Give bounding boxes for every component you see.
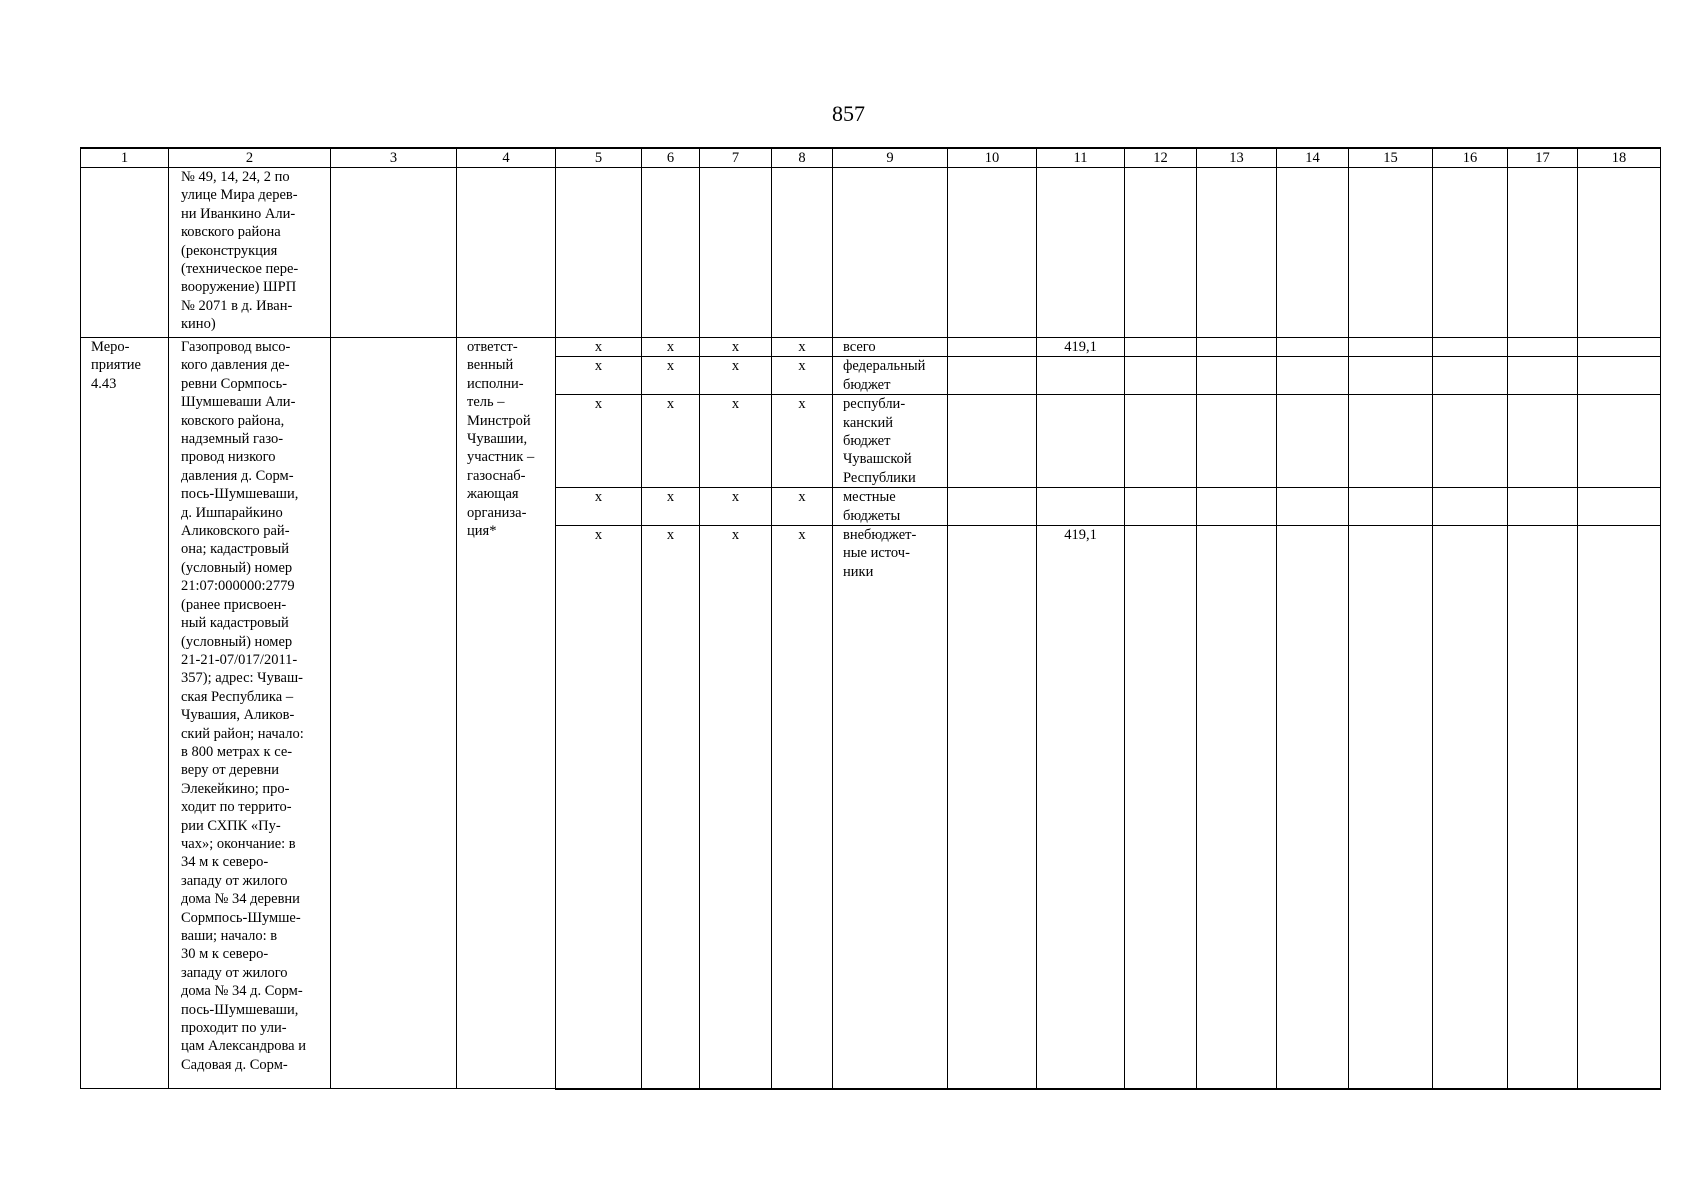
measure-object-line: ревни Сормпось- <box>181 375 288 392</box>
code-cell-c8: x <box>772 338 833 357</box>
value-col16 <box>1433 395 1508 488</box>
code-cell-c6: x <box>642 395 700 488</box>
measure-object-line: 357); адрес: Чуваш- <box>181 670 303 687</box>
cont-col8 <box>772 168 833 338</box>
measure-object-line: Чувашия, Аликов- <box>181 707 295 724</box>
column-header-5: 5 <box>556 148 642 168</box>
value-col17 <box>1508 338 1578 357</box>
value-col18 <box>1578 526 1661 1089</box>
value-col12 <box>1125 395 1197 488</box>
column-header-2: 2 <box>169 148 331 168</box>
value-col11 <box>1037 357 1125 395</box>
code-cell-c5: x <box>556 338 642 357</box>
column-header-1: 1 <box>81 148 169 168</box>
value-col15 <box>1349 526 1433 1089</box>
measure-object-line: кого давления де- <box>181 357 290 374</box>
value-col15 <box>1349 338 1433 357</box>
cont-col4 <box>457 168 556 338</box>
cont-object-line: (техническое пере- <box>181 261 299 278</box>
measure-object-line: ский район; начало: <box>181 725 304 742</box>
value-col12 <box>1125 338 1197 357</box>
cont-object-line: кино) <box>181 316 216 333</box>
column-header-13: 13 <box>1197 148 1277 168</box>
code-cell-c6: x <box>642 488 700 526</box>
funding-source-line: республи- <box>843 396 906 413</box>
page-number: 857 <box>832 101 865 126</box>
column-header-8: 8 <box>772 148 833 168</box>
budget-table <box>80 147 1661 1090</box>
value-col18 <box>1578 357 1661 395</box>
value-col14 <box>1277 395 1349 488</box>
cont-object-line: вооружение) ШРП <box>181 279 297 296</box>
funding-source-line: федеральный <box>843 358 926 375</box>
value-col10 <box>948 338 1037 357</box>
code-cell-c7: x <box>700 357 772 395</box>
measure-object-line: 34 м к северо- <box>181 854 269 871</box>
column-header-3: 3 <box>331 148 457 168</box>
code-cell-c8: x <box>772 395 833 488</box>
value-col13 <box>1197 526 1277 1089</box>
measure-object-line: в 800 метрах к се- <box>181 743 293 760</box>
value-col16 <box>1433 526 1508 1089</box>
funding-source-line: ные источ- <box>843 545 910 562</box>
value-col10 <box>948 395 1037 488</box>
measure-object-line: Газопровод высо- <box>181 339 291 355</box>
cont-col18 <box>1578 168 1661 338</box>
measure-object-line: цам Александрова и <box>181 1038 306 1055</box>
responsible-executor-line: участник – <box>467 449 535 466</box>
value-col11: 419,1 <box>1037 526 1125 1089</box>
cont-object-line: № 2071 в д. Иван- <box>181 297 293 314</box>
value-col13 <box>1197 338 1277 357</box>
measure-object-line: веру от деревни <box>181 762 280 779</box>
value-col12 <box>1125 526 1197 1089</box>
value-col11: 419,1 <box>1037 338 1125 357</box>
measure-object-line: давления д. Сорм- <box>181 467 294 484</box>
funding-source-line: ники <box>843 563 874 580</box>
cont-col1 <box>81 168 169 338</box>
value-col16 <box>1433 357 1508 395</box>
column-header-4: 4 <box>457 148 556 168</box>
column-header-15: 15 <box>1349 148 1433 168</box>
measure-object-line: чах»; окончание: в <box>181 835 296 852</box>
value-col14 <box>1277 526 1349 1089</box>
responsible-executor-line: исполни- <box>467 375 524 392</box>
measure-object-line: Сормпось-Шумше- <box>181 909 301 926</box>
funding-source-line: бюджет <box>843 376 891 393</box>
measure-id-line: приятие <box>91 357 141 374</box>
cont-col7 <box>700 168 772 338</box>
column-header-7: 7 <box>700 148 772 168</box>
value-col10 <box>948 357 1037 395</box>
value-col14 <box>1277 357 1349 395</box>
funding-source-line: бюджет <box>843 433 891 450</box>
column-header-12: 12 <box>1125 148 1197 168</box>
cont-col15 <box>1349 168 1433 338</box>
cont-col13 <box>1197 168 1277 338</box>
value-col11 <box>1037 395 1125 488</box>
measure-object-description <box>169 338 331 1089</box>
responsible-executor-line: организа- <box>467 504 527 521</box>
cont-col11 <box>1037 168 1125 338</box>
value-col12 <box>1125 357 1197 395</box>
code-cell-c8: x <box>772 526 833 1089</box>
measure-object-line: она; кадастровый <box>181 541 289 558</box>
measure-object-line: (условный) номер <box>181 633 293 650</box>
measure-object-line: надземный газо- <box>181 431 284 448</box>
cont-col17 <box>1508 168 1578 338</box>
cont-col12 <box>1125 168 1197 338</box>
funding-source-line: Чувашской <box>843 451 912 468</box>
cont-col16 <box>1433 168 1508 338</box>
code-cell-c7: x <box>700 526 772 1089</box>
measure-object-line: пось-Шумшеваши, <box>181 486 299 503</box>
column-header-10: 10 <box>948 148 1037 168</box>
measure-object-line: рии СХПК «Пу- <box>181 817 281 834</box>
measure-object-line: западу от жилого <box>181 964 288 981</box>
value-col18 <box>1578 488 1661 526</box>
cont-object-line: ковского района <box>181 224 281 241</box>
funding-source-line: местные <box>843 489 896 506</box>
measure-object-line: дома № 34 д. Сорм- <box>181 983 303 1000</box>
measure-object-line: Садовая д. Сорм- <box>181 1056 288 1073</box>
responsible-executor-line: тель – <box>467 394 505 411</box>
code-cell-c5: x <box>556 526 642 1089</box>
measure-object-line: ская Республика – <box>181 688 294 705</box>
measure-object-line: 21-21-07/017/2011- <box>181 651 298 668</box>
measure-object-line: дома № 34 деревни <box>181 891 300 908</box>
code-cell-c6: x <box>642 357 700 395</box>
funding-source-line: канский <box>843 414 894 431</box>
funding-source-line: Республики <box>843 469 916 486</box>
funding-source-line: бюджеты <box>843 507 901 524</box>
funding-source-cell <box>833 526 948 1089</box>
measure-object-line: ходит по террито- <box>181 799 292 816</box>
value-col17 <box>1508 488 1578 526</box>
value-col10 <box>948 526 1037 1089</box>
column-header-17: 17 <box>1508 148 1578 168</box>
cont-object-description <box>169 168 331 338</box>
measure-object-line: д. Ишпарайкино <box>181 504 283 521</box>
value-col17 <box>1508 357 1578 395</box>
column-header-16: 16 <box>1433 148 1508 168</box>
measure-object-line: пось-Шумшеваши, <box>181 1001 299 1018</box>
measure-object-line: западу от жилого <box>181 872 288 889</box>
value-col14 <box>1277 488 1349 526</box>
code-cell-c7: x <box>700 488 772 526</box>
column-header-14: 14 <box>1277 148 1349 168</box>
responsible-executor-cell <box>457 338 556 1089</box>
cont-col9 <box>833 168 948 338</box>
column-number-row <box>81 148 1661 168</box>
column-header-11: 11 <box>1037 148 1125 168</box>
code-cell-c5: x <box>556 357 642 395</box>
measure-id-line: 4.43 <box>91 375 117 392</box>
value-col17 <box>1508 395 1578 488</box>
funding-source-cell <box>833 395 948 488</box>
value-col12 <box>1125 488 1197 526</box>
measure-object-line: 30 м к северо- <box>181 946 269 963</box>
responsible-executor-line: ответст- <box>467 339 518 355</box>
responsible-executor-line: Чувашии, <box>467 431 528 448</box>
funding-source-line: внебюджет- <box>843 527 917 544</box>
column-header-9: 9 <box>833 148 948 168</box>
value-col13 <box>1197 357 1277 395</box>
column-header-6: 6 <box>642 148 700 168</box>
cont-col14 <box>1277 168 1349 338</box>
value-col17 <box>1508 526 1578 1089</box>
funding-source-cell <box>833 488 948 526</box>
measure-4-43 <box>81 338 1661 1089</box>
measure-object-line: провод низкого <box>181 449 276 466</box>
value-col18 <box>1578 395 1661 488</box>
value-col15 <box>1349 395 1433 488</box>
responsible-executor-line: венный <box>467 357 514 374</box>
value-col15 <box>1349 357 1433 395</box>
cont-col3 <box>331 168 457 338</box>
value-col14 <box>1277 338 1349 357</box>
cont-object-line: ни Иванкино Али- <box>181 205 296 222</box>
cont-object-description-text <box>181 168 322 334</box>
code-cell-c6: x <box>642 338 700 357</box>
cont-col6 <box>642 168 700 338</box>
responsible-executor-line: жающая <box>467 486 519 503</box>
value-col13 <box>1197 488 1277 526</box>
measure-object-line: Аликовского рай- <box>181 523 290 540</box>
responsible-executor-line: газоснаб- <box>467 467 526 484</box>
value-col13 <box>1197 395 1277 488</box>
funding-source-cell <box>833 357 948 395</box>
measure-col3 <box>331 338 457 1089</box>
value-col11 <box>1037 488 1125 526</box>
code-cell-c8: x <box>772 488 833 526</box>
value-col16 <box>1433 488 1508 526</box>
funding-row <box>81 338 1661 357</box>
cont-object-line: (реконструкция <box>181 242 278 259</box>
code-cell-c5: x <box>556 488 642 526</box>
responsible-executor-line: Минстрой <box>467 412 531 429</box>
cont-col5 <box>556 168 642 338</box>
measure-object-line: ваши; начало: в <box>181 928 278 944</box>
code-cell-c5: x <box>556 395 642 488</box>
measure-object-line: ный кадастровый <box>181 615 289 632</box>
measure-object-line: (условный) номер <box>181 559 293 576</box>
measure-object-line: проходит по ули- <box>181 1020 287 1037</box>
measure-id-line: Меро- <box>91 339 130 355</box>
code-cell-c8: x <box>772 357 833 395</box>
value-col10 <box>948 488 1037 526</box>
measure-object-line: ковского района, <box>181 412 285 429</box>
measure-object-line: Элекейкино; про- <box>181 780 290 797</box>
value-col18 <box>1578 338 1661 357</box>
code-cell-c6: x <box>642 526 700 1089</box>
code-cell-c7: x <box>700 338 772 357</box>
measure-object-line: (ранее присвоен- <box>181 596 287 613</box>
cont-object-line: улице Мира дерев- <box>181 187 298 204</box>
continuation-row <box>81 168 1661 338</box>
measure-id-cell <box>81 338 169 1089</box>
funding-source-line: всего <box>843 339 876 355</box>
column-header-18: 18 <box>1578 148 1661 168</box>
cont-col10 <box>948 168 1037 338</box>
cont-object-line: № 49, 14, 24, 2 по <box>181 169 290 185</box>
value-col16 <box>1433 338 1508 357</box>
funding-source-cell <box>833 338 948 357</box>
measure-object-line: 21:07:000000:2779 <box>181 578 295 595</box>
measure-object-line: Шумшеваши Али- <box>181 394 296 411</box>
code-cell-c7: x <box>700 395 772 488</box>
responsible-executor-line: ция* <box>467 523 497 540</box>
value-col15 <box>1349 488 1433 526</box>
